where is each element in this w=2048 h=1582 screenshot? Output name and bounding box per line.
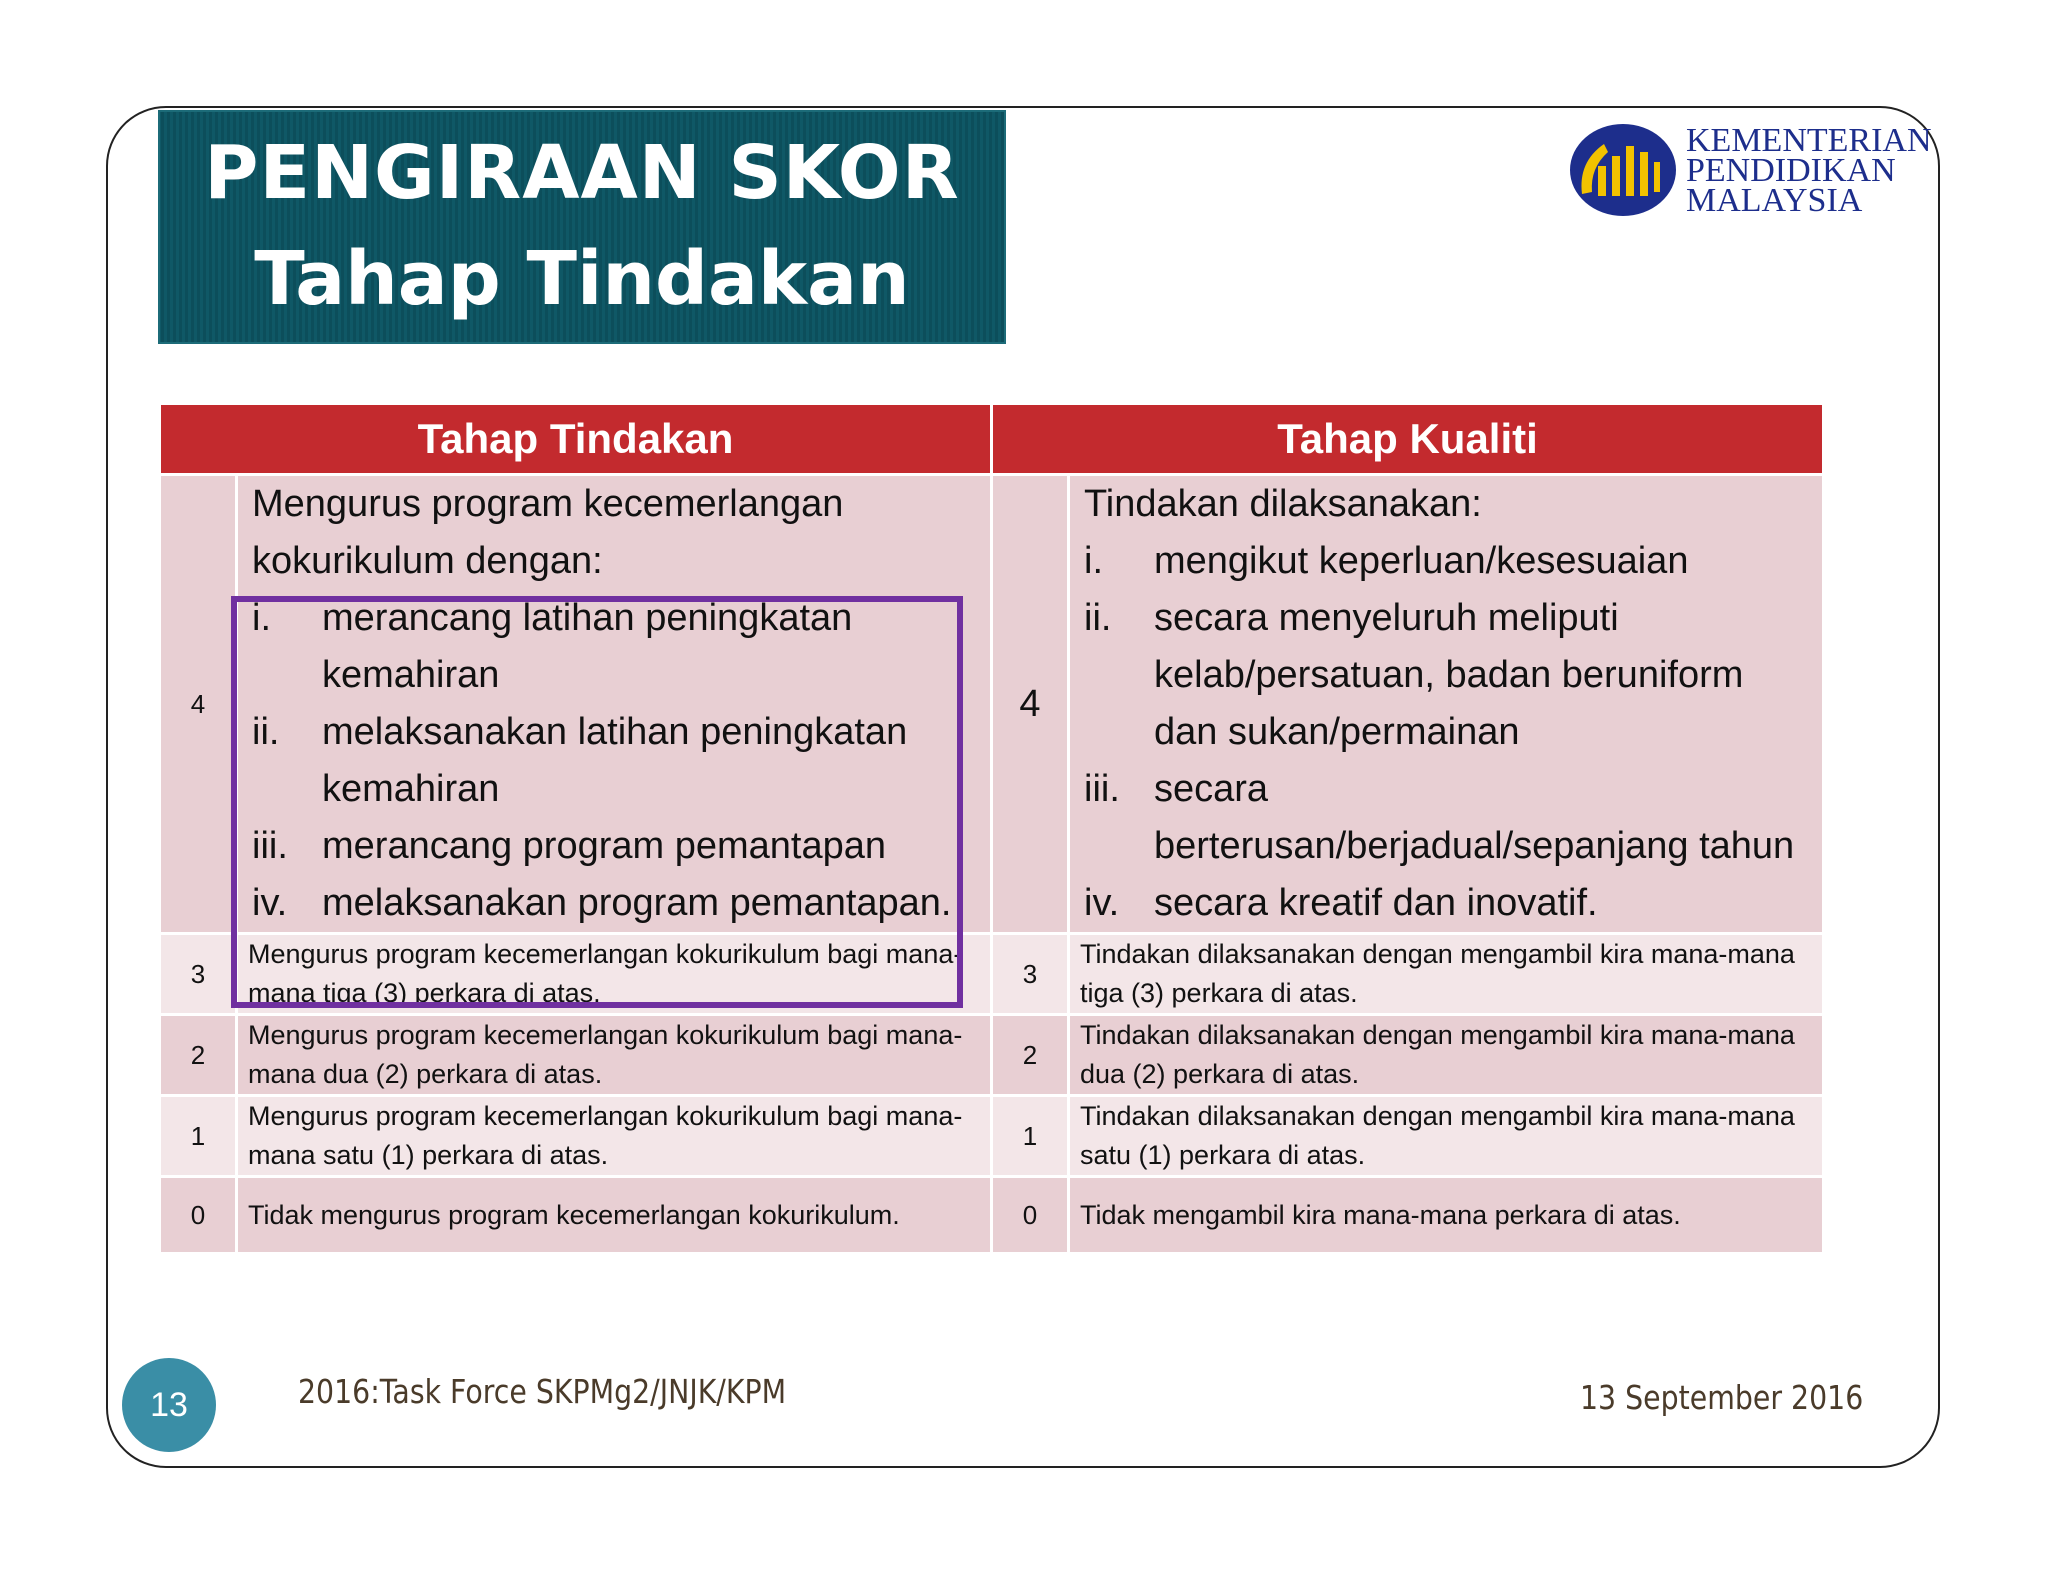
logo-line-3: MALAYSIA <box>1686 182 1863 219</box>
score-cell: 3 <box>993 935 1067 1013</box>
quality-intro: Tindakan dilaksanakan: <box>1084 483 1482 525</box>
logo-line-1: KEMENTERIAN <box>1686 122 1932 159</box>
list-item: iii. merancang program pemantapan <box>252 825 887 867</box>
quality-cell: Tidak mengambil kira mana-mana perkara di atas. <box>1070 1178 1822 1252</box>
ministry-logo <box>1568 122 1932 222</box>
slide-title-banner <box>158 110 1006 344</box>
header-tahap-kualiti: Tahap Kualiti <box>993 405 1822 473</box>
score-cell: 0 <box>993 1178 1067 1252</box>
score-cell: 4 <box>993 476 1067 932</box>
logo-line-2: PENDIDIKAN <box>1686 152 1896 189</box>
score-cell: 1 <box>161 1097 235 1175</box>
criteria-intro: Mengurus program kecemerlangan kokurikulum dengan: <box>252 483 844 582</box>
header-tahap-tindakan: Tahap Tindakan <box>161 405 990 473</box>
score-cell: 2 <box>993 1016 1067 1094</box>
list-item: ii. melaksanakan latihan peningkatan kemahiran <box>252 711 908 810</box>
list-item: ii. secara menyeluruh meliputi kelab/persatuan, badan beruniform dan sukan/permainan <box>1084 597 1744 753</box>
slide-title: PENGIRAAN SKOR <box>204 130 960 216</box>
criteria-cell: Mengurus program kecemerlangan kokurikulum bagi mana-mana dua (2) perkara di atas. <box>238 1016 990 1094</box>
footer-credit: 2016:Task Force SKPMg2/JNJK/KPM <box>298 1372 787 1411</box>
criteria-cell: Mengurus program kecemerlangan kokurikulum bagi mana-mana satu (1) perkara di atas. <box>238 1097 990 1175</box>
score-cell: 1 <box>993 1097 1067 1175</box>
list-item: i. mengikut keperluan/kesesuaian <box>1084 540 1689 582</box>
slide-subtitle: Tahap Tindakan <box>254 236 910 322</box>
quality-cell: Tindakan dilaksanakan dengan mengambil kira mana-mana satu (1) perkara di atas. <box>1070 1097 1822 1175</box>
criteria-cell: Mengurus program kecemerlangan kokurikulum bagi mana-mana tiga (3) perkara di atas. <box>238 935 990 1013</box>
list-item: iv. melaksanakan program pemantapan. <box>252 882 952 924</box>
ministry-logo-text <box>1686 122 1932 219</box>
score-cell: 4 <box>161 476 235 932</box>
table-row-score-2 <box>161 1016 1822 1094</box>
quality-cell: Tindakan dilaksanakan dengan mengambil kira mana-mana tiga (3) perkara di atas. <box>1070 935 1822 1013</box>
list-item: iii. secara berterusan/berjadual/sepanjang tahun <box>1084 768 1795 867</box>
score-cell: 0 <box>161 1178 235 1252</box>
list-item: i. merancang latihan peningkatan kemahiran <box>252 597 853 696</box>
table-row-score-0 <box>161 1178 1822 1252</box>
page-number-badge: 13 <box>122 1358 216 1452</box>
ministry-emblem-icon <box>1568 122 1678 218</box>
quality-cell: Tindakan dilaksanakan dengan mengambil kira mana-mana dua (2) perkara di atas. <box>1070 1016 1822 1094</box>
criteria-cell: Tidak mengurus program kecemerlangan kokurikulum. <box>238 1178 990 1252</box>
list-item: iv. secara kreatif dan inovatif. <box>1084 882 1598 924</box>
score-cell: 3 <box>161 935 235 1013</box>
quality-cell <box>1070 476 1822 932</box>
highlight-box <box>231 596 963 1008</box>
score-cell: 2 <box>161 1016 235 1094</box>
table-row-score-1 <box>161 1097 1822 1175</box>
footer-date: 13 September 2016 <box>1580 1378 1864 1417</box>
